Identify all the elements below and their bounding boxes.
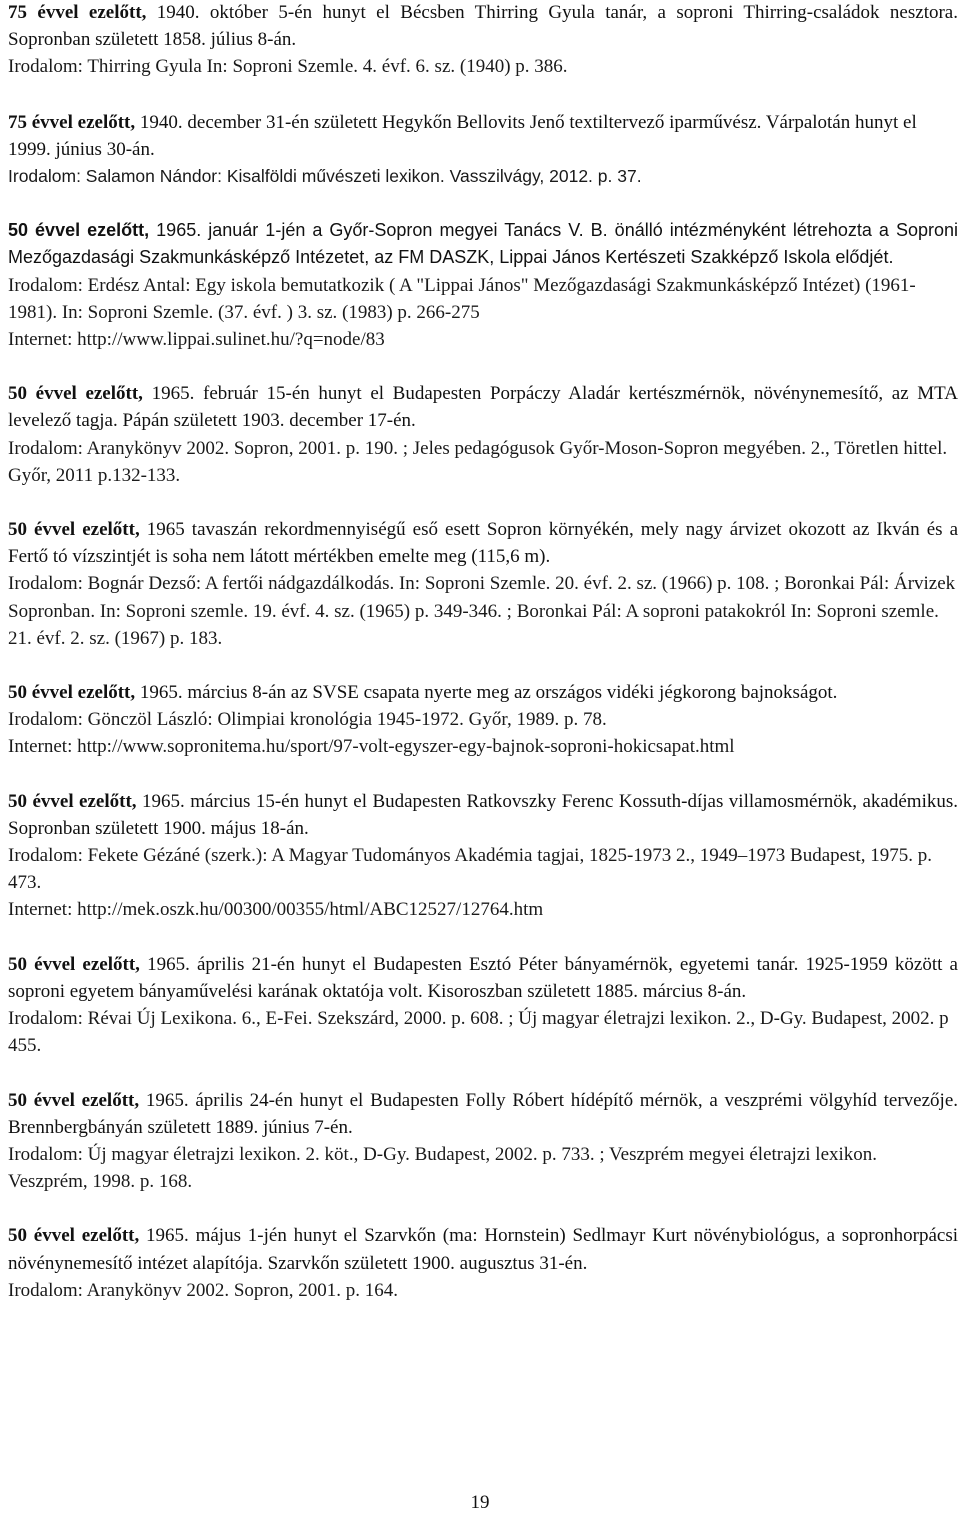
literature-line: Irodalom: Salamon Nándor: Kisalföldi művészeti lexikon. Vasszilvágy, 2012. p. 37. <box>8 166 642 187</box>
entry-eszto-peter <box>8 951 958 1060</box>
entry-body <box>8 951 958 1005</box>
entry-bellovits-jeno <box>8 109 958 191</box>
entry-svse-jegkorong <box>8 679 958 761</box>
entry-heading: 50 évvel ezelőtt, <box>8 1225 140 1247</box>
literature-line: Irodalom: Bognár Dezső: A fertői nádgazdálkodás. In: Soproni Szemle. 20. évf. 2. sz. (1966) p. 108. ; Boronkai Pál: Árvizek Sopronban. In: Soproni szemle. 19. évf. 4. sz. (1965) p. 349-346. ; Boronkai Pál: A soproni patakokról In: Soproni szemle. 21. évf. 2. sz. (1967) p. 183. <box>8 573 956 649</box>
literature-line: Irodalom: Fekete Gézáné (szerk.): A Magyar Tudományos Akadémia tagjai, 1825-1973 2., 1949–1973 Budapest, 1975. p. 473. <box>8 845 932 894</box>
entry-text: 1940. december 31-én született Hegykőn Bellovits Jenő textiltervező iparművész. Várpalotán hunyt el 1999. június 30-án. <box>8 111 917 160</box>
entry-ratkovszky-ferenc <box>8 788 958 924</box>
entry-lippai-janos-iskola <box>8 217 958 353</box>
entry-text: 1965 tavaszán rekordmennyiségű eső esett Sopron környékén, mely nagy árvizet okozott az Ikván és a Fertő tó vízszintjét is soha nem látott mértékben emelte meg (115,6 m). <box>8 519 959 568</box>
page-number: 19 <box>470 1492 490 1513</box>
entry-folly-robert <box>8 1087 958 1196</box>
entry-body <box>8 679 958 706</box>
entry-body <box>8 109 958 163</box>
entry-text: 1965. február 15-én hunyt el Budapesten Porpáczy Aladár kertészmérnök, növénynemesítő, az MTA levelező tagja. Pápán született 1903. december 17-én. <box>8 383 958 432</box>
entry-text: 1940. október 5-én hunyt el Bécsben Thirring Gyula tanár, a soproni Thirring-családok nesztora. Sopronban született 1858. július 8-án. <box>8 2 958 51</box>
internet-line: Internet: http://www.lippai.sulinet.hu/?q=node/83 <box>8 329 385 351</box>
entry-heading: 50 évvel ezelőtt, <box>8 519 140 541</box>
internet-line: Internet: http://mek.oszk.hu/00300/00355/html/ABC12527/12764.htm <box>8 899 544 921</box>
entry-heading: 75 évvel ezelőtt, <box>8 111 136 133</box>
literature-line: Irodalom: Thirring Gyula In: Soproni Szemle. 4. évf. 6. sz. (1940) p. 386. <box>8 56 568 78</box>
entry-heading: 50 évvel ezelőtt, <box>8 220 150 241</box>
entry-body <box>8 380 958 434</box>
literature-line: Irodalom: Gönczöl László: Olimpiai kronológia 1945-1972. Győr, 1989. p. 78. <box>8 709 607 731</box>
entry-text: 1965. április 21-én hunyt el Budapesten Esztó Péter bányamérnök, egyetemi tanár. 1925-1959 között a soproni egyetem bányaművelési karának oktatója volt. Kisoroszban született 1885. március 8-án. <box>8 953 958 1002</box>
entry-body <box>8 1087 958 1141</box>
entry-sedlmayr-kurt <box>8 1222 958 1304</box>
literature-line: Irodalom: Erdész Antal: Egy iskola bemutatkozik ( A "Lippai János" Mezőgazdasági Szakmunkásképző Intézet) (1961-1981). In: Soproni Szemle. (37. évf. ) 3. sz. (1983) p. 266-275 <box>8 274 916 323</box>
entry-body <box>8 1222 958 1276</box>
entry-text: 1965. március 15-én hunyt el Budapesten Ratkovszky Ferenc Kossuth-díjas villamosmérnök, akadémikus. Sopronban született 1900. május 18-án. <box>8 790 958 839</box>
entry-body <box>8 0 958 53</box>
literature-line: Irodalom: Révai Új Lexikona. 6., E-Fei. Szekszárd, 2000. p. 608. ; Új magyar életrajzi lexikon. 2., D-Gy. Budapest, 2002. p 455. <box>8 1008 949 1057</box>
entry-body <box>8 788 958 842</box>
entry-arviz-1965 <box>8 516 958 652</box>
entry-text: 1965. március 8-án az SVSE csapata nyerte meg az országos vidéki jégkorong bajnokságot. <box>139 682 838 704</box>
entry-heading: 50 évvel ezelőtt, <box>8 383 143 405</box>
entry-text: 1965. április 24-én hunyt el Budapesten Folly Róbert hídépítő mérnök, a veszprémi völgyhíd tervezője. Brennbergbányán született 1889. június 7-én. <box>8 1089 959 1138</box>
internet-line: Internet: http://www.sopronitema.hu/sport/97-volt-egyszer-egy-bajnok-soproni-hokicsapat.html <box>8 736 735 758</box>
entry-heading: 50 évvel ezelőtt, <box>8 953 140 975</box>
literature-line: Irodalom: Aranykönyv 2002. Sopron, 2001. p. 164. <box>8 1279 399 1301</box>
literature-line: Irodalom: Új magyar életrajzi lexikon. 2. köt., D-Gy. Budapest, 2002. p. 733. ; Veszprém megyei életrajzi lexikon. Veszprém, 1998. p. 168. <box>8 1143 878 1193</box>
entry-body <box>8 217 958 271</box>
entry-text: 1965. május 1-jén hunyt el Szarvkőn (ma: Hornstein) Sedlmayr Kurt növénybiológus, a sopronhorpácsi növénynemesítő intézet alapítója. Szarvkőn született 1900. augusztus 31-én. <box>8 1225 958 1274</box>
entry-heading: 50 évvel ezelőtt, <box>8 682 136 704</box>
entry-heading: 50 évvel ezelőtt, <box>8 1089 140 1111</box>
entry-porpaczy-aladar <box>8 380 958 489</box>
entry-body <box>8 516 958 570</box>
entry-text: 1965. január 1-jén a Győr-Sopron megyei Tanács V. B. önálló intézményként létrehozta a Soproni Mezőgazdasági Szakmunkásképző Intézetet, az FM DASZK, Lippai János Kertészeti Szakképző Iskola elődjét. <box>8 220 958 268</box>
entry-heading: 75 évvel ezelőtt, <box>8 2 147 23</box>
literature-line: Irodalom: Aranykönyv 2002. Sopron, 2001. p. 190. ; Jeles pedagógusok Győr-Moson-Sopron megyében. 2., Töretlen hittel. Győr, 2011 p.132-133. <box>8 437 948 486</box>
entry-thirring-gyula <box>8 0 958 81</box>
document-page <box>8 0 958 1304</box>
entry-heading: 50 évvel ezelőtt, <box>8 790 137 812</box>
